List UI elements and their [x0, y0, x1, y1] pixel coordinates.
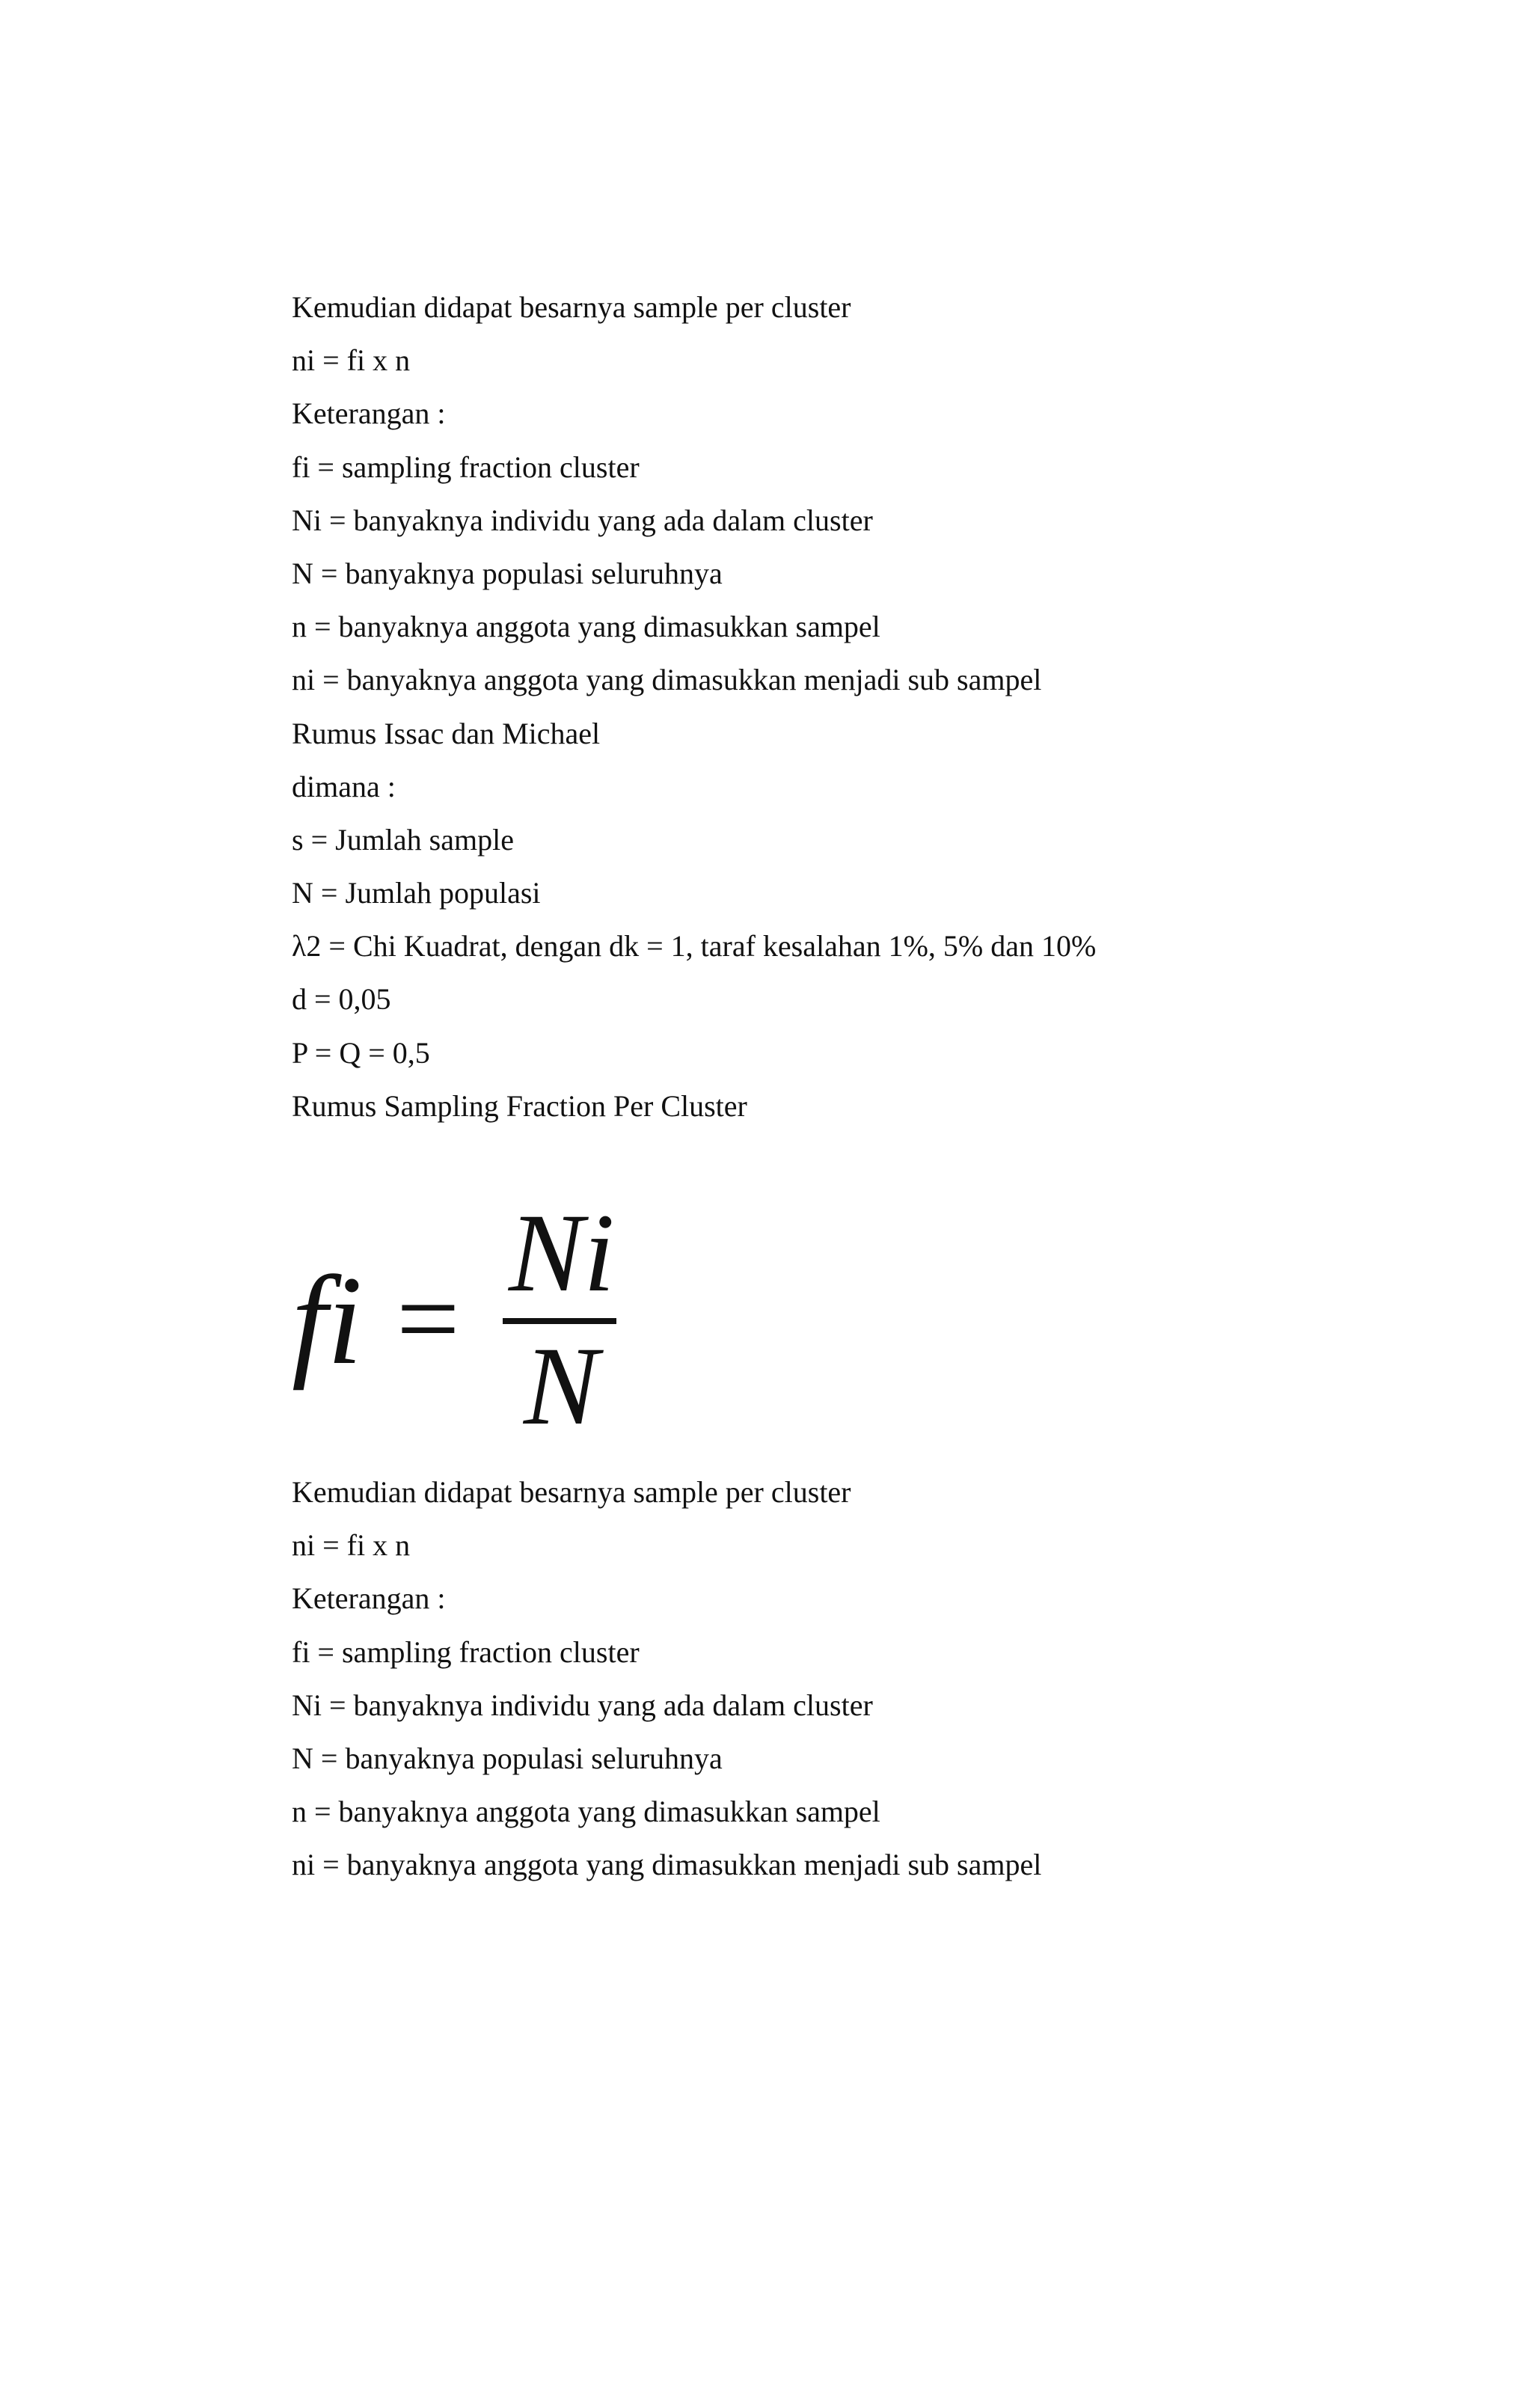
text-line: Ni = banyaknya individu yang ada dalam cluster	[292, 1688, 873, 1722]
text-line: N = Jumlah populasi	[292, 876, 541, 910]
text-line: Keterangan :	[292, 396, 446, 431]
text-line: Keterangan :	[292, 1581, 446, 1616]
text-block-bottom	[292, 1465, 1489, 1892]
formula-equals: =	[396, 1257, 460, 1381]
text-line: Rumus Issac dan Michael	[292, 716, 601, 750]
text-line: N = banyaknya populasi seluruhnya	[292, 1741, 723, 1775]
text-line: n = banyaknya anggota yang dimasukkan sampel	[292, 1795, 880, 1829]
text-line: fi = sampling fraction cluster	[292, 1635, 640, 1669]
text-line: fi = sampling fraction cluster	[292, 450, 640, 484]
text-block-top	[292, 281, 1489, 1133]
fraction-bar	[503, 1318, 616, 1324]
text-line: ni = banyaknya anggota yang dimasukkan menjadi sub sampel	[292, 663, 1042, 697]
text-line: λ2 = Chi Kuadrat, dengan dk = 1, taraf kesalahan 1%, 5% dan 10%	[292, 929, 1097, 963]
text-line: Kemudian didapat besarnya sample per cluster	[292, 290, 851, 324]
text-line: Kemudian didapat besarnya sample per cluster	[292, 1475, 851, 1509]
sampling-fraction-formula	[292, 1191, 636, 1451]
text-line: Rumus Sampling Fraction Per Cluster	[292, 1088, 747, 1123]
formula-lhs: fi	[292, 1250, 363, 1391]
text-line: n = banyaknya anggota yang dimasukkan sampel	[292, 610, 880, 644]
text-line: ni = banyaknya anggota yang dimasukkan menjadi sub sampel	[292, 1848, 1042, 1882]
formula-numerator: Ni	[509, 1191, 615, 1315]
text-line: N = banyaknya populasi seluruhnya	[292, 556, 723, 590]
text-line: ni = fi x n	[292, 343, 411, 378]
text-line: dimana :	[292, 769, 396, 803]
text-line: P = Q = 0,5	[292, 1035, 430, 1070]
text-line: s = Jumlah sample	[292, 822, 514, 857]
text-line: ni = fi x n	[292, 1528, 411, 1563]
text-line: Ni = banyaknya individu yang ada dalam cluster	[292, 503, 873, 537]
formula-denominator: N	[523, 1324, 599, 1448]
text-line: d = 0,05	[292, 982, 391, 1017]
